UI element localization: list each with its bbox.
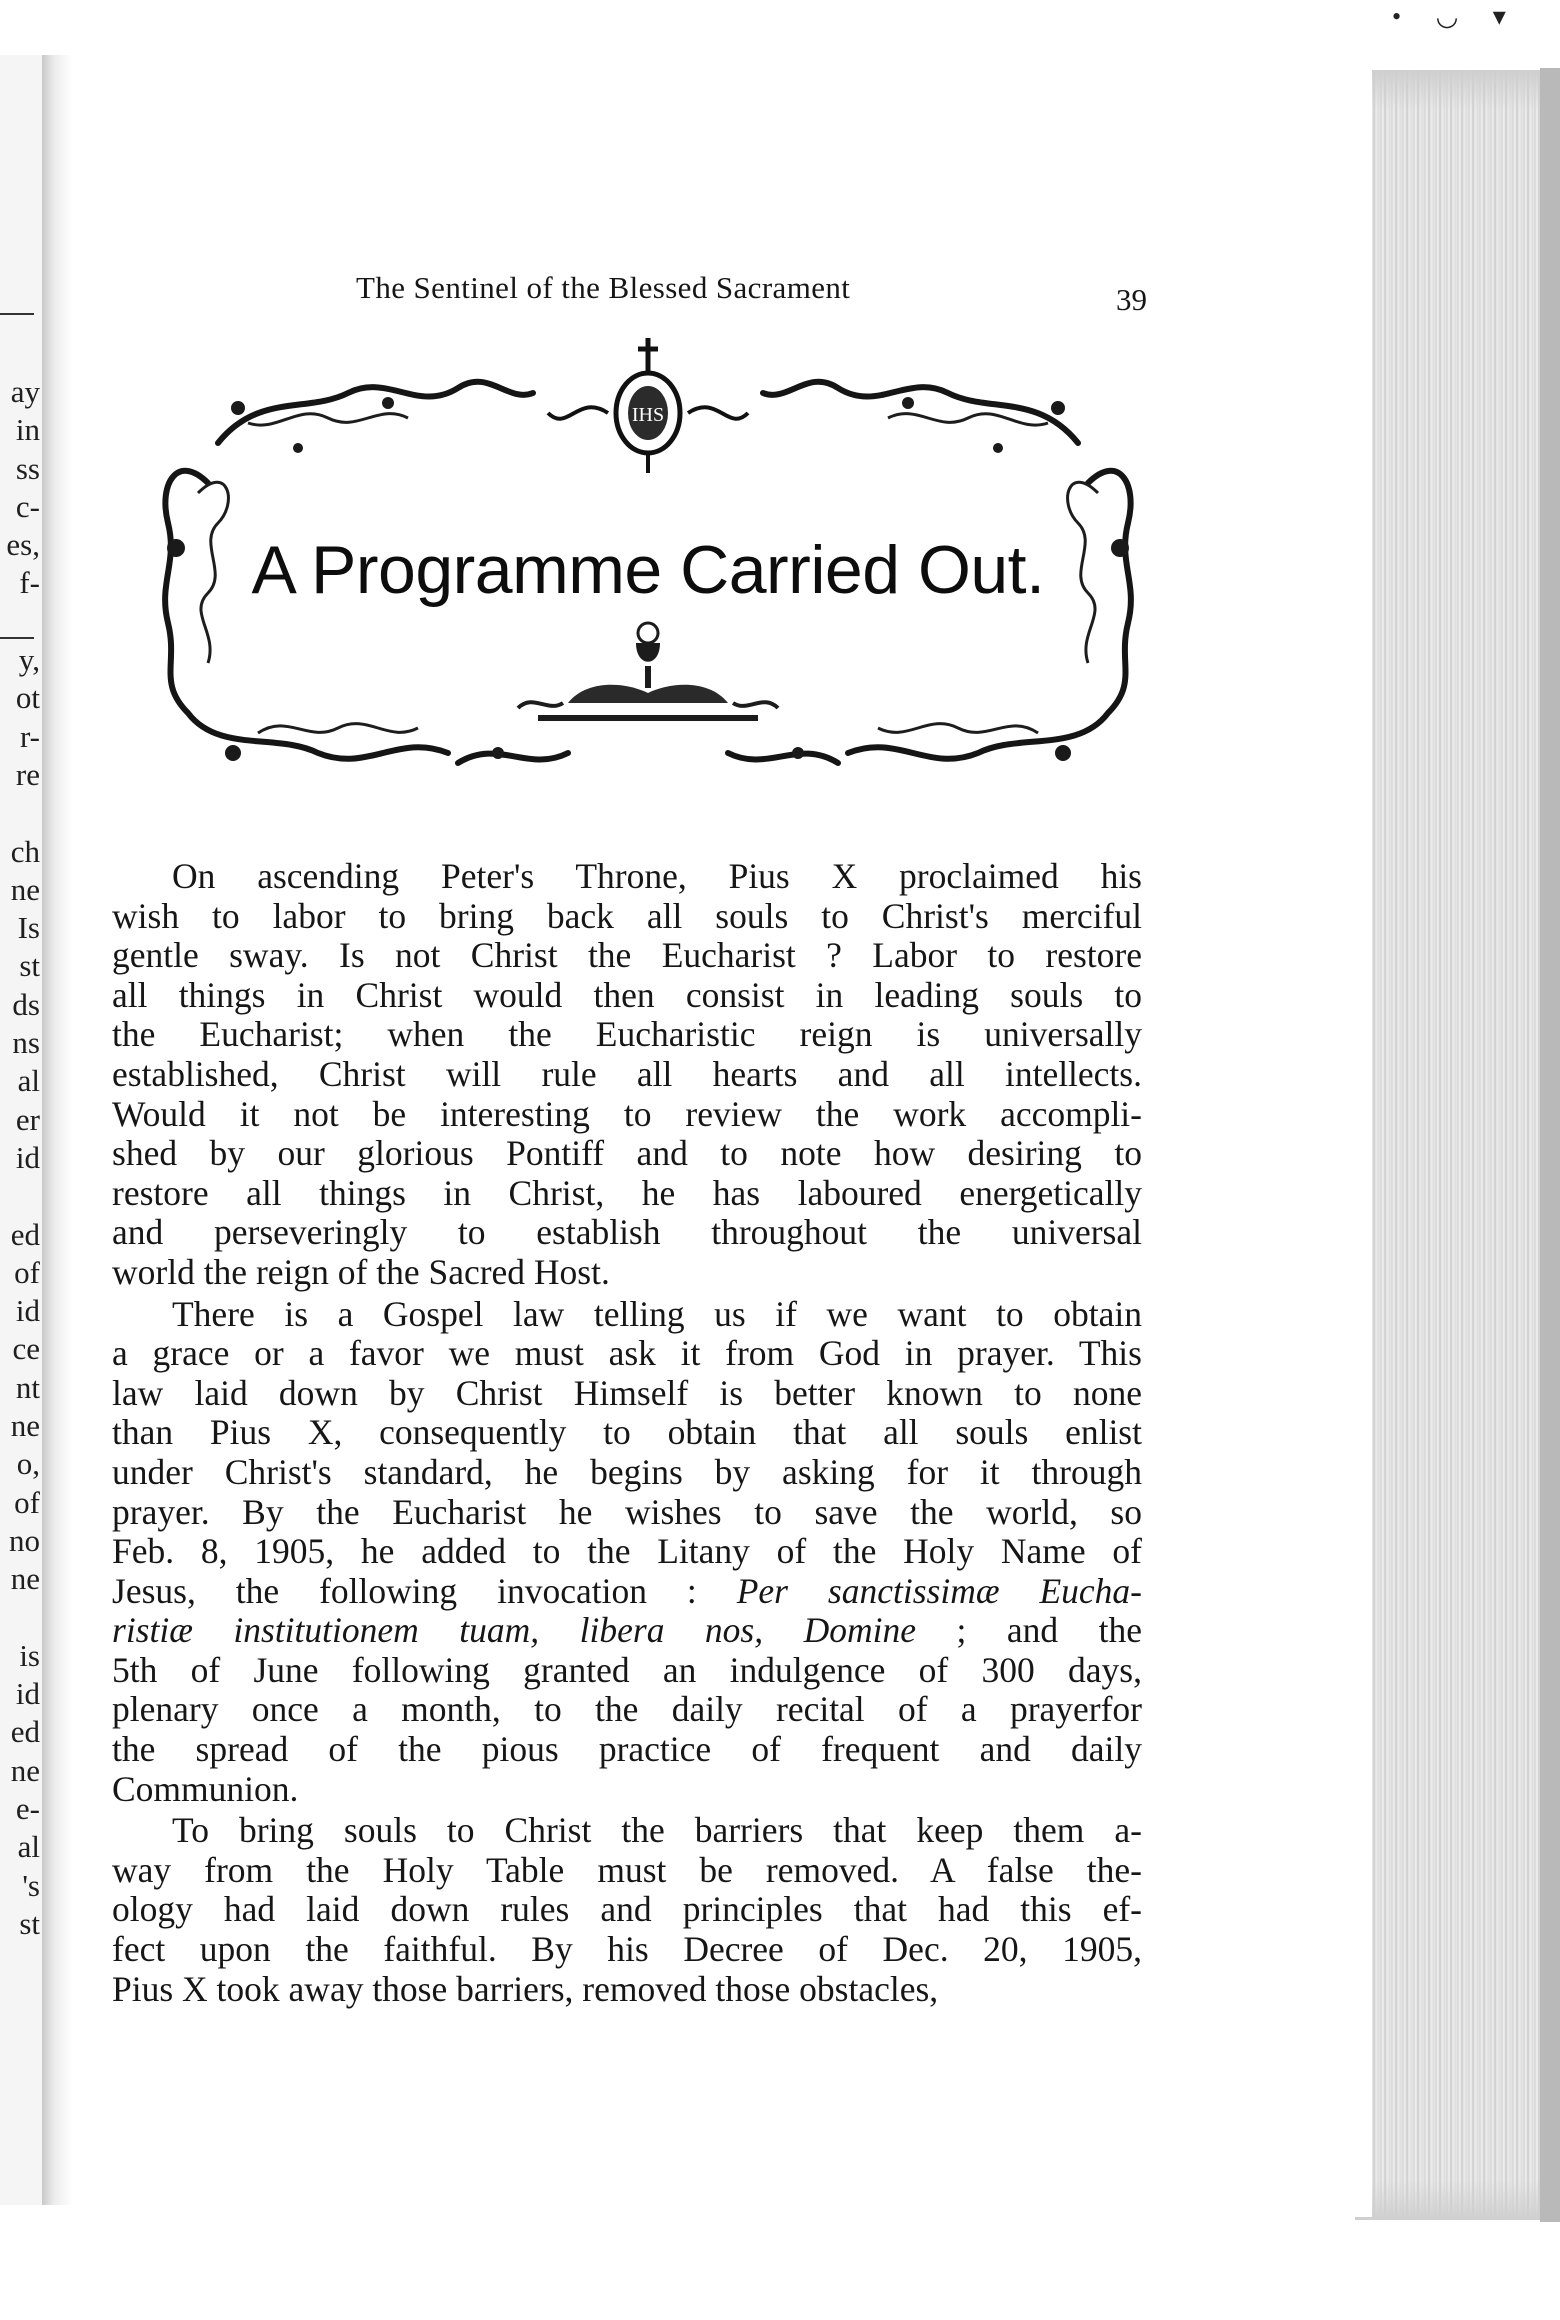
text-line: plenary once a month, to the daily recital of a prayerfor [112,1689,1142,1730]
left-page-fragment: nt [15,1369,40,1405]
left-page-fragment: ot [15,680,40,716]
running-head: The Sentinel of the Blessed Sacrament [356,270,851,305]
left-page-fragment: no [9,1522,40,1558]
left-page-fragment: ay [10,374,40,409]
left-page-fragment: st [19,1905,40,1941]
left-page-fragment: of [14,1484,40,1520]
article-title: A Programme Carried Out. [251,532,1045,608]
text-line: way from the Holy Table must be removed. A false the- [112,1849,1142,1890]
text-line: gentle sway. Is not Christ the Eucharist ? Labor to restore [112,935,1142,976]
left-page-fragment: es, [6,527,40,563]
left-page-fragment: id [15,1293,40,1329]
page-edges-shade-top [1355,70,1547,110]
text-line: ristiæ institutionem tuam, libera nos, Domine ; and the [112,1610,1142,1651]
left-page-fragment: ss [15,450,40,486]
scan-marks: • ◡ ▾ [1392,2,1520,31]
page-edges-shade-bottom [1355,2180,1547,2220]
text-line: fect upon the faithful. By his Decree of Dec. 20, 1905, [112,1929,1142,1970]
text-line: ology had laid down rules and principles that had this ef- [112,1889,1142,1930]
left-page-fragment: y, [18,642,40,678]
page-edges-right [1355,70,1549,2220]
text-line: than Pius X, consequently to obtain that all souls enlist [112,1412,1142,1453]
left-page-fragment: f- [19,565,40,601]
text-line: a grace or a favor we must ask it from God in prayer. This [112,1333,1142,1374]
left-page-fragment [0,603,40,641]
latin-invocation: ristiæ institutionem tuam, libera nos, Domine [112,1610,917,1651]
text-line: shed by our glorious Pontiff and to note how desiring to [112,1133,1142,1174]
left-page-fragment: in [15,412,40,448]
left-page-fragment: re [15,756,40,792]
text-line: To bring souls to Christ the barriers that keep them a- [172,1810,1142,1851]
left-page-fragment: er [15,1101,40,1137]
left-page-rule [0,637,34,639]
left-page-fragment: e- [15,1790,40,1826]
left-page-fragment: st [19,948,40,984]
ornamental-title-frame [138,333,1158,793]
left-page-fragment: c- [15,488,40,524]
article-body [112,857,1142,2009]
left-page-fragment: r- [19,718,40,754]
left-page-fragment: ed [10,1714,40,1750]
left-page-fragment: ch [10,833,40,869]
text-line: law laid down by Christ Himself is better known to none [112,1372,1142,1413]
text-line: all things in Christ would then consist in leading souls to [112,974,1142,1015]
left-page-fragment: al [17,1829,40,1865]
text-line: restore all things in Christ, he has laboured energetically [112,1172,1142,1213]
left-page-fragment [0,794,40,832]
left-page-fragment: ne [10,1561,40,1597]
left-page-fragment: id [15,1676,40,1712]
left-page-fragment: id [15,1139,40,1175]
left-page-fragment: Is [17,910,40,946]
text-line: On ascending Peter's Throne, Pius X proclaimed his [172,856,1142,896]
left-page-fragment: al [17,1063,40,1099]
left-page-fragment: ne [10,1408,40,1444]
text-line: world the reign of the Sacred Host. [112,1251,610,1292]
left-page-text-fragments [0,373,40,1943]
left-page-fragment: ne [10,871,40,907]
left-page-rule [0,313,34,315]
left-page-fragment: ed [10,1216,40,1252]
left-page-fragment [0,1599,40,1637]
text-line: the spread of the pious practice of frequent and daily [112,1729,1142,1770]
left-page-fragment: ns [12,1025,40,1061]
text-line: prayer. By the Eucharist he wishes to save the world, so [112,1491,1142,1532]
svg-text:IHS: IHS [631,404,665,426]
text-line: Jesus, the following invocation : Per sanctissimæ Eucha- [112,1570,1142,1611]
text-line: 5th of June following granted an indulgence of 300 days, [112,1649,1142,1690]
left-page-fragment: ne [10,1752,40,1788]
text-line: Communion. [112,1768,299,1809]
paragraph [112,857,1142,1293]
left-page-fragment: of [14,1254,40,1290]
left-page-fragment: ce [12,1331,40,1367]
text-line: Would it not be interesting to review the work accompli- [112,1093,1142,1134]
left-page-fragment [0,1177,40,1215]
gutter-shadow [42,55,72,2205]
paragraph [112,1811,1142,2009]
text-line: wish to labor to bring back all souls to Christ's merciful [112,895,1142,936]
text-line: Pius X took away those barriers, removed those obstacles, [112,1968,939,2009]
paragraph [112,1295,1142,1810]
latin-invocation: Per sanctissimæ Eucha- [736,1570,1142,1611]
text-line: Feb. 8, 1905, he added to the Litany of the Holy Name of [112,1531,1142,1572]
left-page-fragment: 's [22,1867,40,1903]
text-line: the Eucharist; when the Eucharistic reign is universally [112,1014,1142,1055]
left-page-fragment: o, [16,1446,40,1482]
text-line: and perseveringly to establish throughout the universal [112,1212,1142,1253]
text-line: There is a Gospel law telling us if we want to obtain [172,1293,1142,1334]
left-page-fragment: ds [12,986,40,1022]
page-number: 39 [1116,282,1147,317]
book-cover-edge [1540,68,1560,2222]
text-line: under Christ's standard, he begins by asking for it through [112,1451,1142,1492]
left-page-fragment: is [19,1637,40,1673]
text-line: established, Christ will rule all hearts and all intellects. [112,1053,1142,1094]
